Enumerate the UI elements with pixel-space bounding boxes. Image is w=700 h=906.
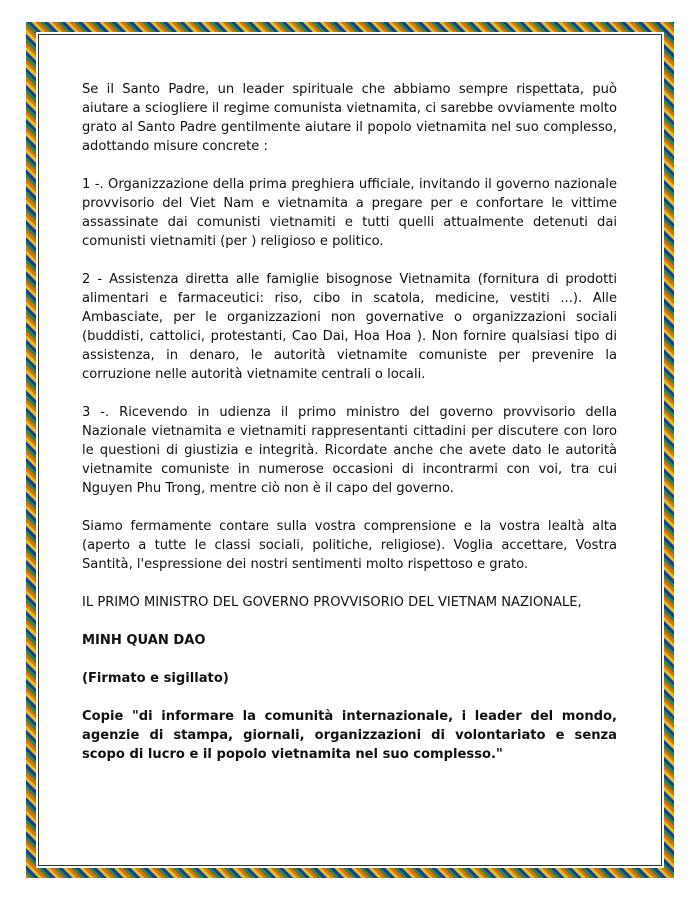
signature-name: MINH QUAN DAO bbox=[82, 633, 206, 648]
measure-1-paragraph: 1 -. Organizzazione della prima preghiera ufficiale, invitando il governo nazionale provvisorio del Viet Nam e vietnamita a pregare per e confortare le vittime assassinate dai comunisti vietnamiti e tutti quelli attualmente detenuti dai comunisti vietnamiti (per ) religioso e politico. bbox=[82, 177, 617, 249]
closing-title: IL PRIMO MINISTRO DEL GOVERNO PROVVISORIO DEL VIETNAM NAZIONALE, bbox=[82, 595, 582, 610]
closing-paragraph: Siamo fermamente contare sulla vostra comprensione e la vostra lealtà alta (aperto a tutte le classi sociali, politiche, religiose). Voglia accettare, Vostra Santità, l'espressione dei nostri sentimenti molto rispettoso e grato. bbox=[82, 519, 617, 572]
measure-2-paragraph: 2 - Assistenza diretta alle famiglie bisognose Vietnamita (fornitura di prodotti alimentari e farmaceutici: riso, cibo in scatola, medicine, vestiti ...). Alle Ambasciate, per le organizzazioni non governative o organizzazioni sociali (buddisti, cattolici, protestanti, Cao Dai, Hoa Hoa ). Non fornire qualsiasi tipo di assistenza, in denaro, le autorità vietnamite comuniste per prevenire la corruzione nelle autorità vietnamite centrali o locali. bbox=[82, 272, 617, 382]
signature-note: (Firmato e sigillato) bbox=[82, 671, 229, 686]
copies-note: Copie "di informare la comunità internazionale, i leader del mondo, agenzie di stampa, giornali, organizzazioni di volontariato e senza scopo di lucro e il popolo vietnamita nel suo complesso." bbox=[82, 709, 617, 762]
measure-3-paragraph: 3 -. Ricevendo in udienza il primo ministro del governo provvisorio della Nazionale vietnamita e vietnamiti rappresentanti cittadini per discutere con loro le questioni di giustizia e integrità. Ricordate anche che avete dato le autorità vietnamite comuniste in numerose occasioni di incontrarmi con voi, tra cui Nguyen Phu Trong, mentre ciò non è il capo del governo. bbox=[82, 405, 617, 496]
letter-body bbox=[82, 80, 617, 783]
intro-paragraph: Se il Santo Padre, un leader spirituale che abbiamo sempre rispettata, può aiutare a sciogliere il regime comunista vietnamita, ci sarebbe ovviamente molto grato al Santo Padre gentilmente aiutare il popolo vietnamita nel suo complesso, adottando misure concrete : bbox=[82, 82, 617, 154]
